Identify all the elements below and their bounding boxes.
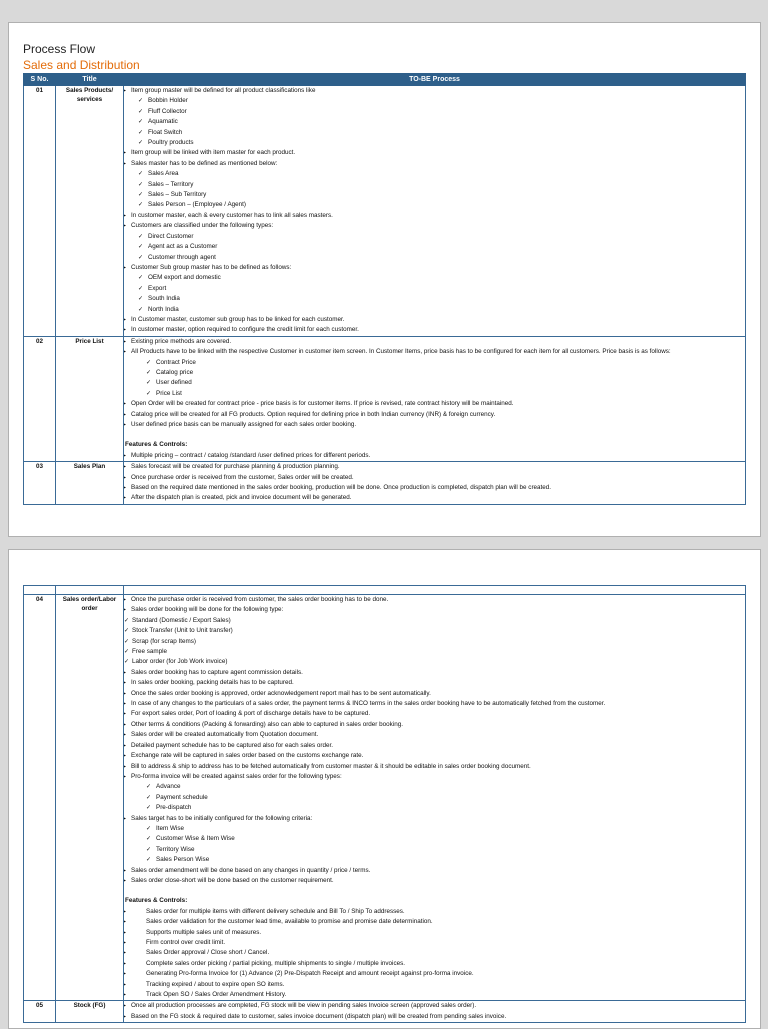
list-item: ▸ Sales forecast will be created for purchase planning & production planning. <box>124 462 745 472</box>
list-item: ▸ Sales master has to be defined as mentioned below: <box>124 159 745 169</box>
list-item: ✓ Free sample <box>124 647 745 657</box>
row-sno: 04 <box>24 595 56 1001</box>
list-item: ▸ Firm control over credit limit. <box>124 938 745 948</box>
list-item: ▸ Detailed payment schedule has to be captured also for each sales order. <box>124 741 745 751</box>
list-item: ▸ User defined price basis can be manually assigned for each sales order booking. <box>124 420 745 430</box>
features-heading: Features & Controls: <box>125 441 188 449</box>
list-item: ▸ Track Open SO / Sales Order Amendment History. <box>124 990 745 1000</box>
column-header-sno: S No. <box>24 74 56 86</box>
list-item: ✓ Payment schedule <box>124 793 745 803</box>
row-process <box>124 595 746 1001</box>
process-list <box>124 337 745 461</box>
list-item: ✓ Poultry products <box>124 138 745 148</box>
list-item: ▸ Exchange rate will be captured in sales order based on the customs exchange rate. <box>124 751 745 761</box>
row-title: Sales Plan <box>56 462 124 505</box>
list-item: ✓ Sales Person Wise <box>124 855 745 865</box>
table-row <box>24 462 746 505</box>
list-item: ✓ Agent act as a Customer <box>124 242 745 252</box>
row-title: Sales Products/ services <box>56 86 124 337</box>
list-item: ▸ In sales order booking, packing details has to be captured. <box>124 678 745 688</box>
list-item: ✓ Customer Wise & Item Wise <box>124 834 745 844</box>
list-item: ✓ Float Switch <box>124 128 745 138</box>
process-table <box>23 73 746 505</box>
document-page-1 <box>8 22 761 537</box>
list-item: ✓ Bobbin Holder <box>124 96 745 106</box>
list-item: ✓ South India <box>124 294 745 304</box>
list-item: ✓ Advance <box>124 782 745 792</box>
list-item: ▸ Bill to address & ship to address has to be fetched automatically from customer master & it should be editable in sales order booking document. <box>124 762 745 772</box>
column-header-process: TO-BE Process <box>124 74 746 86</box>
list-item: ✓ User defined <box>124 378 745 388</box>
table-row <box>24 336 746 461</box>
process-list <box>124 86 745 336</box>
list-item: ✓ Territory Wise <box>124 845 745 855</box>
list-item: ✓ Stock Transfer (Unit to Unit transfer) <box>124 626 745 636</box>
doc-subtitle: Sales and Distribution <box>23 58 140 72</box>
process-list <box>124 1001 745 1022</box>
list-item: ✓ Fluff Collector <box>124 107 745 117</box>
list-item: ▸ In case of any changes to the particulars of a sales order, the payment terms & INCO terms in the sales order booking have to be automatically fetched from the customer. <box>124 699 745 709</box>
list-item: ✓ Sales Person – (Employee / Agent) <box>124 200 745 210</box>
process-list <box>124 595 745 1000</box>
list-item: ▸ All Products have to be linked with the respective Customer in customer item screen. In Customer Items, price basis has to be configured for each item for all customers. Price basis is as follows: <box>124 347 745 357</box>
table-header-row <box>24 74 746 86</box>
list-item: ✓ Catalog price <box>124 368 745 378</box>
list-item: ▸ For export sales order, Port of loading & port of discharge details have to be captured. <box>124 709 745 719</box>
list-item: ▸ Other terms & conditions (Packing & forwarding) also can able to captured in sales order booking. <box>124 720 745 730</box>
list-item: ▸ Supports multiple sales unit of measures. <box>124 928 745 938</box>
column-header-title: Title <box>56 74 124 86</box>
list-item: ▸ Sales order booking has to capture agent commission details. <box>124 668 745 678</box>
list-item: ▸ Catalog price will be created for all FG products. Option required for defining price in both Indian currency (INR) & foreign currency. <box>124 410 745 420</box>
row-process <box>124 336 746 461</box>
list-item: ✓ Direct Customer <box>124 232 745 242</box>
list-item: ▸ Item group will be linked with item master for each product. <box>124 148 745 158</box>
list-item: ▸ Existing price methods are covered. <box>124 337 745 347</box>
list-item: ▸ Tracking expired / about to expire open SO items. <box>124 980 745 990</box>
list-item: ▸ Once the sales order booking is approved, order acknowledgement report mail has to be sent automatically. <box>124 689 745 699</box>
list-item: ▸ Sales order for multiple items with different delivery schedule and Bill To / Ship To addresses. <box>124 907 745 917</box>
list-item: ✓ Item Wise <box>124 824 745 834</box>
list-item: ▸ Generating Pro-forma Invoice for (1) Advance (2) Pre-Dispatch Receipt and amount receipt against pro-forma invoice. <box>124 969 745 979</box>
list-item: ▸ Complete sales order picking / partial picking, multiple shipments to single / multiple invoices. <box>124 959 745 969</box>
list-item: ✓ Price List <box>124 389 745 399</box>
row-process <box>124 1001 746 1023</box>
row-sno: 03 <box>24 462 56 505</box>
list-item: ▸ After the dispatch plan is created, pick and invoice document will be generated. <box>124 493 745 503</box>
list-item: ✓ Contract Price <box>124 358 745 368</box>
list-item: ▸ Customers are classified under the following types: <box>124 221 745 231</box>
list-item: ▸ Sales Order approval / Close short / Cancel. <box>124 948 745 958</box>
list-item: ▸ Customer Sub group master has to be defined as follows: <box>124 263 745 273</box>
list-item: ▸ In Customer master, customer sub group has to be linked for each customer. <box>124 315 745 325</box>
row-title: Stock (FG) <box>56 1001 124 1023</box>
list-item: ✓ Export <box>124 284 745 294</box>
list-item: ▸ Once purchase order is received from the customer, Sales order will be created. <box>124 473 745 483</box>
row-title: Price List <box>56 336 124 461</box>
list-item: ▸ Open Order will be created for contract price - price basis is for customer items. If price is revised, rate contract history will be maintained. <box>124 399 745 409</box>
list-item: ▸ Item group master will be defined for all product classifications like <box>124 86 745 96</box>
table-row <box>24 1001 746 1023</box>
list-item: ▸ In customer master, option required to configure the credit limit for each customer. <box>124 325 745 335</box>
list-item: ▸ Once the purchase order is received from customer, the sales order booking has to be done. <box>124 595 745 605</box>
list-item: ✓ Sales – Territory <box>124 180 745 190</box>
list-item: ▸ Based on the required date mentioned in the sales order booking, production will be done. Once production is completed, dispatch plan will be created. <box>124 483 745 493</box>
row-sno: 02 <box>24 336 56 461</box>
spacer <box>124 430 745 440</box>
list-item: ▸ Sales target has to be initially configured for the following criteria: <box>124 814 745 824</box>
table-header-row-empty <box>24 586 746 595</box>
list-item: ▸ Sales order will be created automatically from Quotation document. <box>124 730 745 740</box>
table-row <box>24 86 746 337</box>
list-item: ▸ Based on the FG stock & required date to customer, sales invoice document (dispatch plan) will be created from pending sales invoice. <box>124 1012 745 1022</box>
process-table-continued <box>23 585 746 1023</box>
row-sno: 01 <box>24 86 56 337</box>
list-item: ▸ In customer master, each & every customer has to link all sales masters. <box>124 211 745 221</box>
list-item: ✓ Sales Area <box>124 169 745 179</box>
spacer <box>124 886 745 896</box>
list-item: ✓ Scrap (for scrap Items) <box>124 637 745 647</box>
row-process <box>124 86 746 337</box>
list-item: ✓ Standard (Domestic / Export Sales) <box>124 616 745 626</box>
table-row <box>24 595 746 1001</box>
row-process <box>124 462 746 505</box>
doc-title: Process Flow <box>23 42 96 56</box>
list-item: ✓ Sales – Sub Territory <box>124 190 745 200</box>
list-item: ▸ Once all production processes are completed, FG stock will be view in pending sales Invoice screen (approved sales order). <box>124 1001 745 1011</box>
list-item: ✓ Labor order (for Job Work invoice) <box>124 657 745 667</box>
row-title: Sales order/Labor order <box>56 595 124 1001</box>
process-list <box>124 462 745 504</box>
list-item: ✓ Pre-dispatch <box>124 803 745 813</box>
list-item: ✓ Aquamatic <box>124 117 745 127</box>
list-item: ▸ Sales order validation for the customer lead time, available to promise and promise date determination. <box>124 917 745 927</box>
document-page-2 <box>8 549 761 1029</box>
row-sno: 05 <box>24 1001 56 1023</box>
list-item: ▸ Sales order amendment will be done based on any changes in quantity / price / terms. <box>124 866 745 876</box>
features-heading: Features & Controls: <box>125 897 188 905</box>
list-item: ▸ Sales order close-short will be done based on the customer requirement. <box>124 876 745 886</box>
list-item: ✓ Customer through agent <box>124 253 745 263</box>
list-item: ▸ Pro-forma invoice will be created against sales order for the following types: <box>124 772 745 782</box>
list-item: ✓ OEM export and domestic <box>124 273 745 283</box>
list-item: ▸ Multiple pricing – contract / catalog /standard /user defined prices for different periods. <box>124 451 745 461</box>
list-item: ✓ North India <box>124 305 745 315</box>
list-item: ▸ Sales order booking will be done for the following type: <box>124 605 745 615</box>
